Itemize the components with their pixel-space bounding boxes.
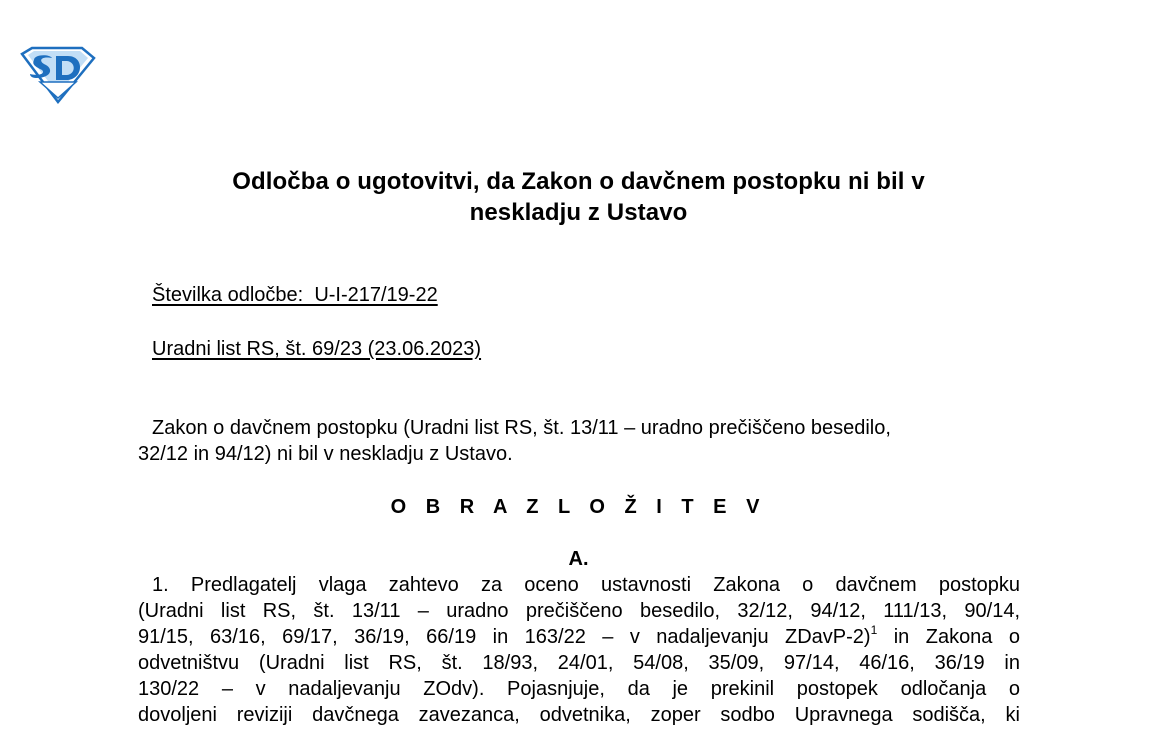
intro-line: 32/12 in 94/12) ni bil v neskladju z Ustavo. [138,443,513,465]
intro-line: Zakon o davčnem postopku (Uradni list RS, št. 13/11 – uradno prečiščeno besedilo, [152,417,891,439]
paragraph-line-text: in Zakona o [877,626,1020,648]
gazette-reference: Uradni list RS, št. 69/23 (23.06.2023) [152,338,482,360]
paragraph-line: odvetništvu (Uradni list RS, št. 18/93, 24/01, 54/08, 35/09, 97/14, 46/16, 36/19 in [138,652,1020,674]
paragraph-line-text: 91/15, 63/16, 69/17, 36/19, 66/19 in 163/22 – v nadaljevanju ZDavP-2) [138,626,871,648]
decision-number: Številka odločbe: U-I-217/19-22 [152,284,438,306]
section-letter: A. [568,548,589,570]
section-heading: O B R A Z L O Ž I T E V [390,496,767,518]
paragraph-line [138,624,1020,650]
paragraph-line: 130/22 – v nadaljevanju ZOdv). Pojasnjuje, da je prekinil postopek odločanja o [138,678,1020,700]
paragraph-line: 1. Predlagatelj vlaga zahtevo za oceno ustavnosti Zakona o davčnem postopku [152,574,1020,596]
intro-paragraph [138,415,1020,467]
court-logo-icon [20,46,98,104]
paragraph-line: dovoljeni reviziji davčnega zavezanca, odvetnika, zoper sodbo Upravnega sodišča, ki [138,704,1020,726]
footnote-marker[interactable]: 1 [870,624,878,637]
body-paragraph [138,572,1020,728]
paragraph-line: (Uradni list RS, št. 13/11 – uradno prečiščeno besedilo, 32/12, 94/12, 111/13, 90/14, [138,600,1020,622]
document-title-line-2: neskladju z Ustavo [469,199,688,226]
document-title-line-1: Odločba o ugotovitvi, da Zakon o davčnem postopku ni bil v [232,168,925,195]
